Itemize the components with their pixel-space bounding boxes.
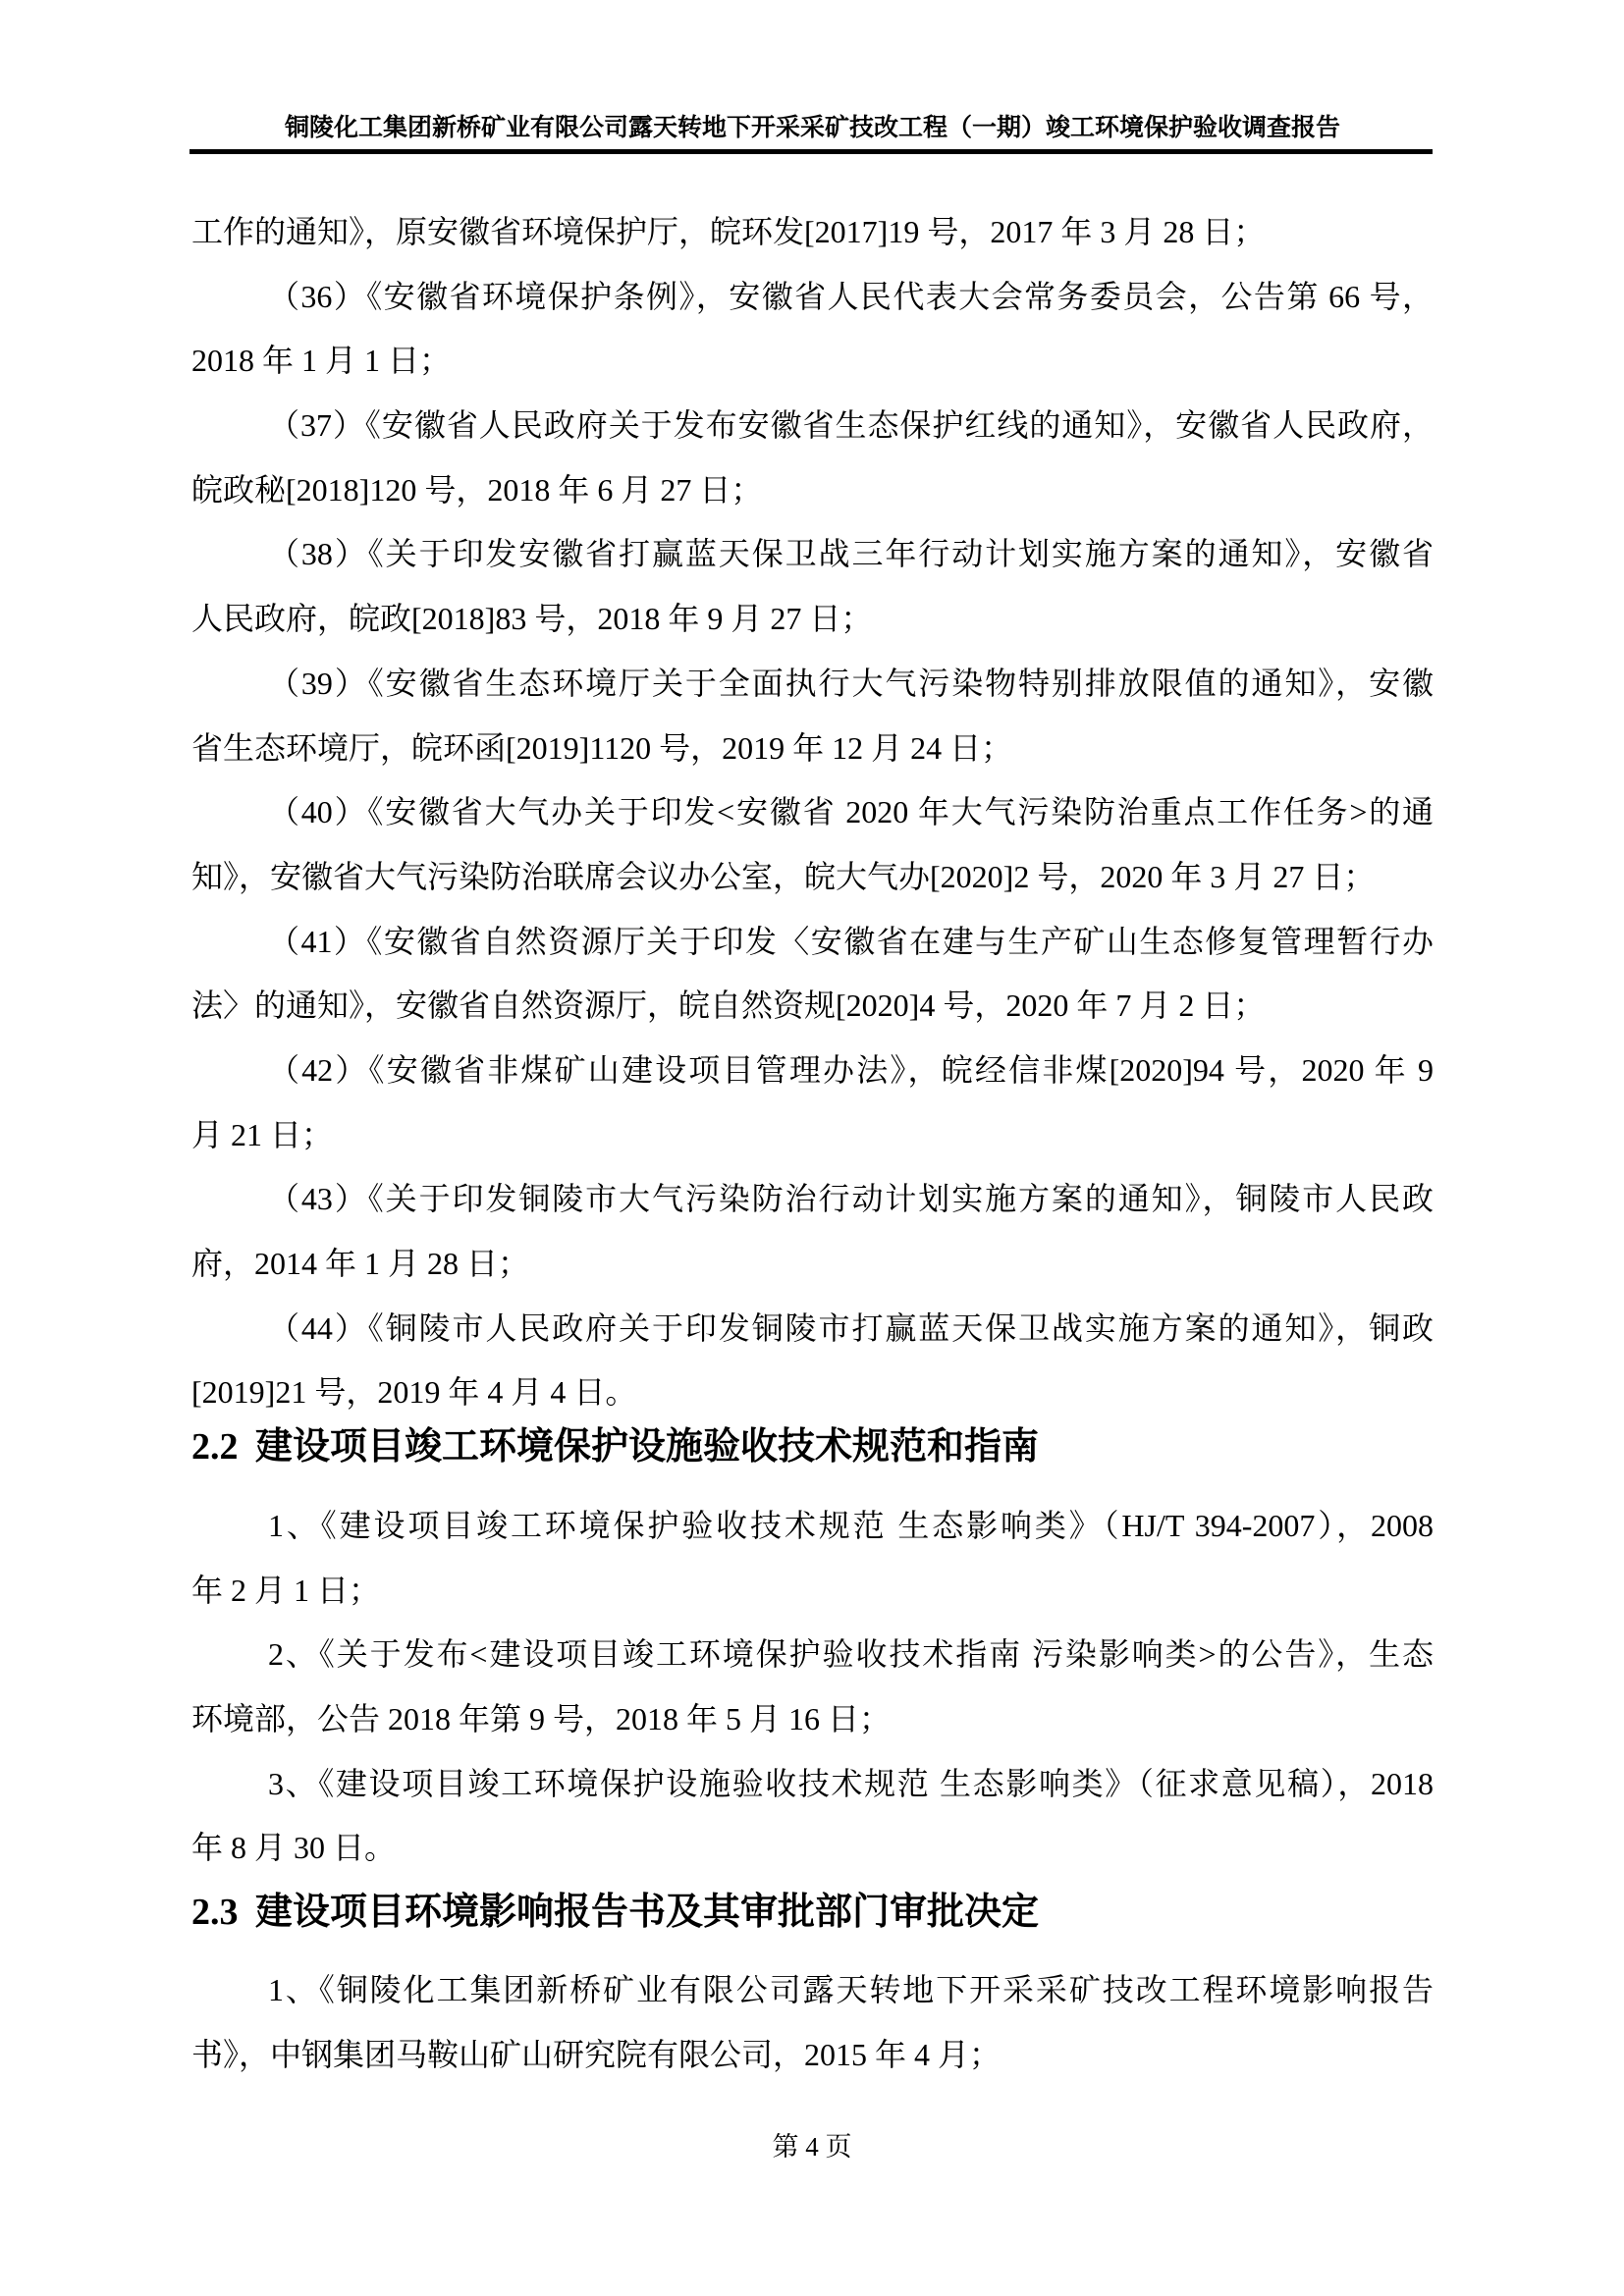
text-line: 1、《建设项目竣工环境保护验收技术规范 生态影响类》（HJ/T 394-2007），2008 — [268, 1508, 1434, 1543]
text-line: （38）《关于印发安徽省打赢蓝天保卫战三年行动计划实施方案的通知》，安徽省 — [268, 536, 1434, 572]
legal-references-list — [191, 200, 1434, 1425]
text-line: 环境部，公告 2018 年第 9 号，2018 年 5 月 16 日； — [191, 1701, 892, 1737]
section-2-2-heading: 2.2 建设项目竣工环境保护设施验收技术规范和指南 — [191, 1426, 1040, 1468]
page-number: 第 4 页 — [772, 2132, 852, 2162]
header-title: 铜陵化工集团新桥矿业有限公司露天转地下开采采矿技改工程（一期）竣工环境保护验收调查报告 — [284, 115, 1340, 141]
text-line: 3、《建设项目竣工环境保护设施验收技术规范 生态影响类》（征求意见稿），2018 — [268, 1765, 1434, 1801]
text-line: （37）《安徽省人民政府关于发布安徽省生态保护红线的通知》，安徽省人民政府， — [268, 407, 1434, 444]
text-line: （40）《安徽省大气办关于印发<安徽省 2020 年大气污染防治重点工作任务>的通 — [268, 794, 1434, 830]
text-line: 年 2 月 1 日； — [191, 1572, 381, 1608]
text-line: 2018 年 1 月 1 日； — [191, 343, 452, 379]
text-line: （41）《安徽省自然资源厅关于印发〈安徽省在建与生产矿山生态修复管理暂行办 — [268, 923, 1434, 959]
section-2-3-content — [191, 1958, 1434, 2087]
text-line: [2019]21 号，2019 年 4 月 4 日。 — [191, 1374, 637, 1411]
section-2-2-content — [191, 1494, 1434, 1881]
text-line: （44）《铜陵市人民政府关于印发铜陵市打赢蓝天保卫战实施方案的通知》，铜政 — [268, 1309, 1434, 1346]
text-line: 月 21 日； — [191, 1116, 334, 1152]
text-line: 皖政秘[2018]120 号，2018 年 6 月 27 日； — [191, 471, 763, 507]
text-line: （39）《安徽省生态环境厅关于全面执行大气污染物特别排放限值的通知》，安徽 — [268, 665, 1434, 701]
text-line: 府，2014 年 1 月 28 日； — [191, 1246, 530, 1281]
text-line: （43）《关于印发铜陵市大气污染防治行动计划实施方案的通知》，铜陵市人民政 — [268, 1181, 1434, 1217]
text-line: 年 8 月 30 日。 — [191, 1830, 397, 1866]
text-line: 省生态环境厅，皖环函[2019]1120 号，2019 年 12 月 24 日； — [191, 729, 1013, 766]
text-line: 2、《关于发布<建设项目竣工环境保护验收技术指南 污染影响类>的公告》，生态 — [268, 1636, 1434, 1673]
text-line: 法〉的通知》，安徽省自然资源厅，皖自然资规[2020]4 号，2020 年 7 月 2 日； — [191, 988, 1266, 1024]
text-line: 工作的通知》，原安徽省环境保护厅，皖环发[2017]19 号，2017 年 3 月 28 日； — [191, 214, 1266, 249]
text-line: （42）《安徽省非煤矿山建设项目管理办法》，皖经信非煤[2020]94 号，2020 年 9 — [268, 1051, 1434, 1088]
text-line: 人民政府，皖政[2018]83 号，2018 年 9 月 27 日； — [191, 601, 873, 637]
header-rule — [189, 149, 1433, 154]
text-line: （36）《安徽省环境保护条例》，安徽省人民代表大会常务委员会，公告第 66 号， — [268, 278, 1434, 314]
text-line: 知》，安徽省大气污染防治联席会议办公室，皖大气办[2020]2 号，2020 年 3 月 27 日； — [191, 858, 1376, 894]
text-line: 书》，中钢集团马鞍山矿山研究院有限公司，2015 年 4 月； — [191, 2036, 1001, 2072]
text-line: 1、《铜陵化工集团新桥矿业有限公司露天转地下开采采矿技改工程环境影响报告 — [268, 1972, 1434, 2007]
section-2-3-heading: 2.3 建设项目环境影响报告书及其审批部门审批决定 — [191, 1892, 1040, 1933]
